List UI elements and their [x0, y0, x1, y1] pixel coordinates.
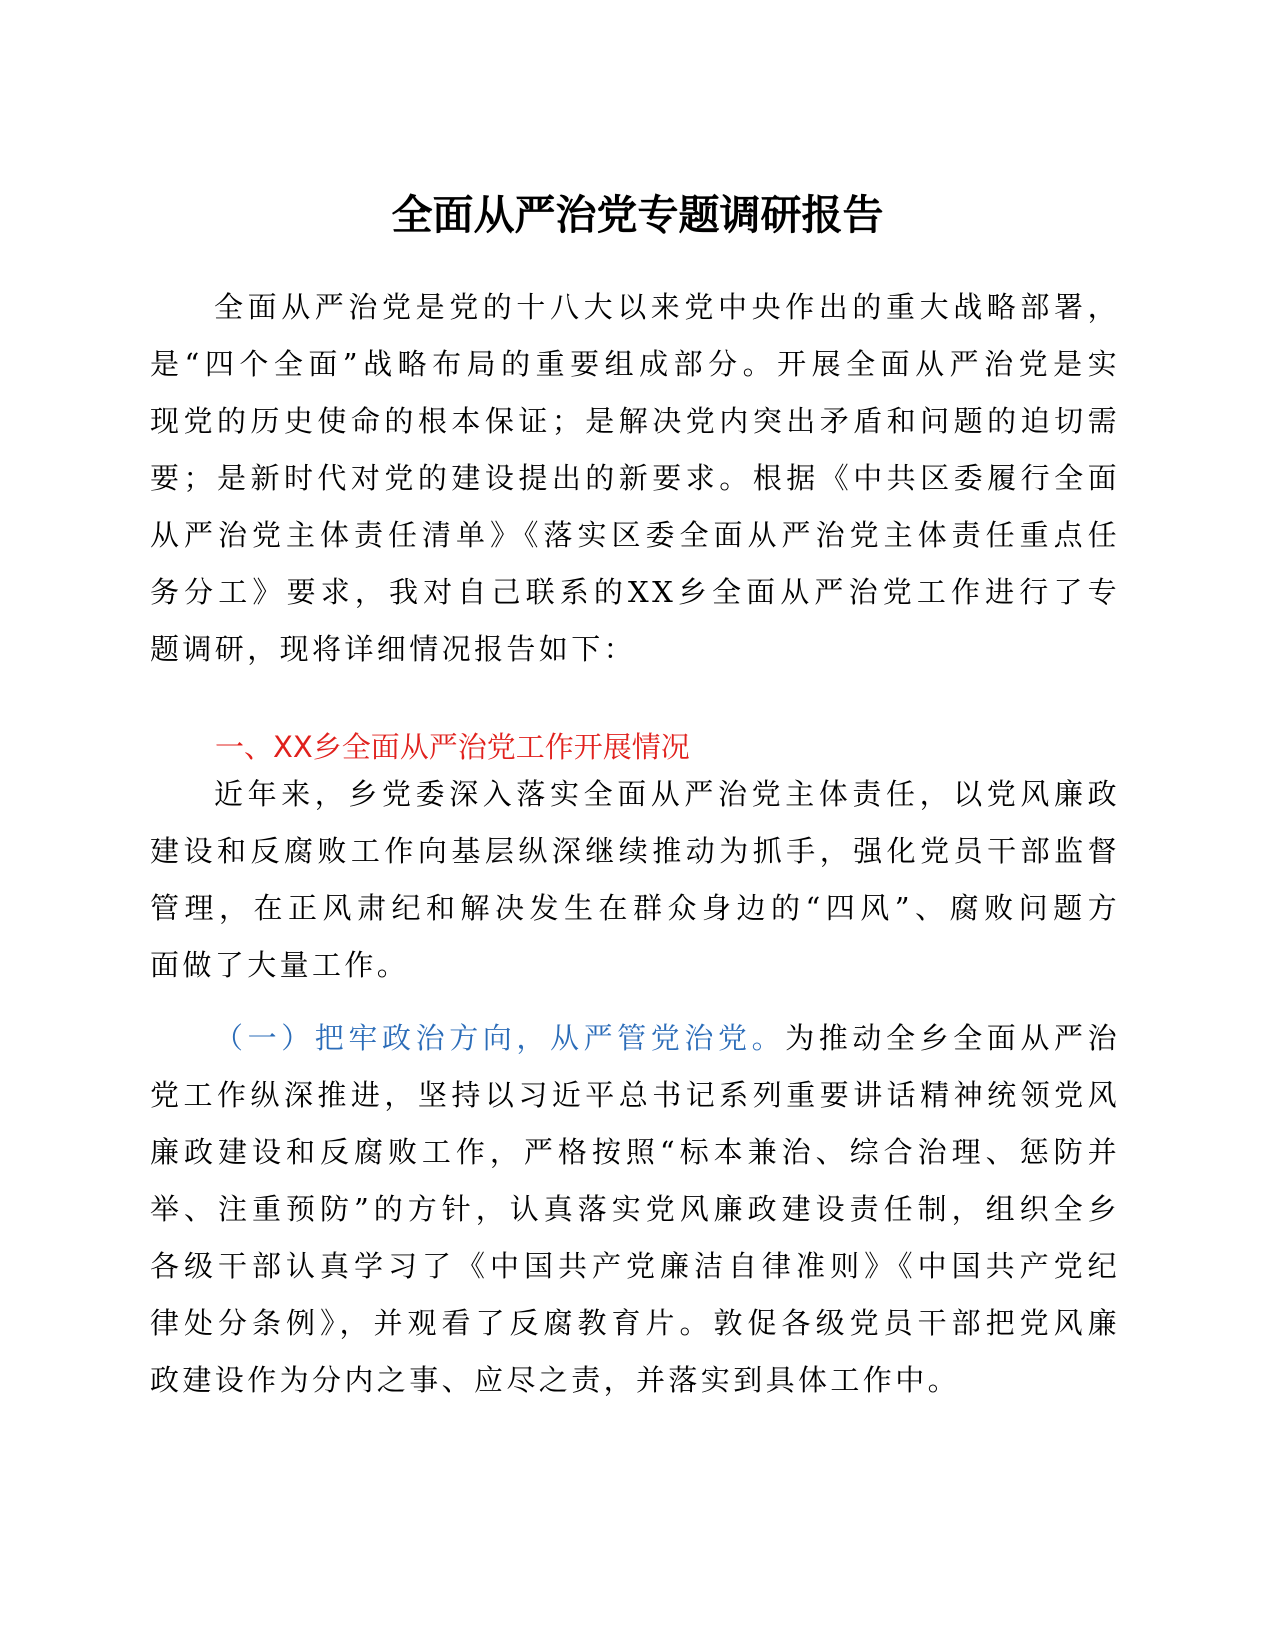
subsection-first-line: [150, 1010, 1120, 1067]
intro-line: 全面从严治党是党的十八大以来党中央作出的重大战略部署，: [214, 290, 1120, 324]
section-body-paragraph: [150, 766, 1120, 994]
intro-line: 从严治党主体责任清单》《落实区委全面从严治党主体责任重点任: [150, 518, 1120, 552]
subsection-first-line-text: 为推动全乡全面从严治: [785, 1021, 1120, 1055]
subsection-line: 举、注重预防”的方针，认真落实党风廉政建设责任制，组织全乡: [150, 1192, 1120, 1226]
subsection-line: 政建设作为分内之事、应尽之责，并落实到具体工作中。: [150, 1363, 961, 1397]
intro-paragraph: [150, 279, 1120, 678]
subsection-paragraph: [150, 1010, 1120, 1409]
section-body-line: 面做了大量工作。: [150, 948, 410, 982]
intro-line: 务分工》要求，我对自己联系的XX乡全面从严治党工作进行了专: [150, 575, 1120, 609]
section-body-line: 近年来，乡党委深入落实全面从严治党主体责任，以党风廉政: [214, 777, 1120, 811]
section-body-line: 建设和反腐败工作向基层纵深继续推动为抓手，强化党员干部监督: [150, 834, 1120, 868]
document-title: 全面从严治党专题调研报告: [391, 191, 884, 239]
intro-line: 是“四个全面”战略布局的重要组成部分。开展全面从严治党是实: [150, 347, 1120, 381]
intro-line: 现党的历史使命的根本保证；是解决党内突出矛盾和问题的迫切需: [150, 404, 1120, 438]
section-heading: 一、XX乡全面从严治党工作开展情况: [215, 730, 690, 764]
subsection-line: 各级干部认真学习了《中国共产党廉洁自律准则》《中国共产党纪: [150, 1249, 1120, 1283]
intro-line: 要；是新时代对党的建设提出的新要求。根据《中共区委履行全面: [150, 461, 1120, 495]
subsection-line: 廉政建设和反腐败工作，严格按照“标本兼治、综合治理、惩防并: [150, 1135, 1120, 1169]
intro-line: 题调研，现将详细情况报告如下：: [150, 632, 637, 666]
section-body-line: 管理，在正风肃纪和解决发生在群众身边的“四风”、腐败问题方: [150, 891, 1120, 925]
subsection-line: 律处分条例》，并观看了反腐教育片。敦促各级党员干部把党风廉: [150, 1306, 1120, 1340]
subsection-heading: （一）把牢政治方向，从严管党治党。: [214, 1021, 786, 1055]
subsection-line: 党工作纵深推进，坚持以习近平总书记系列重要讲话精神统领党风: [150, 1078, 1120, 1112]
